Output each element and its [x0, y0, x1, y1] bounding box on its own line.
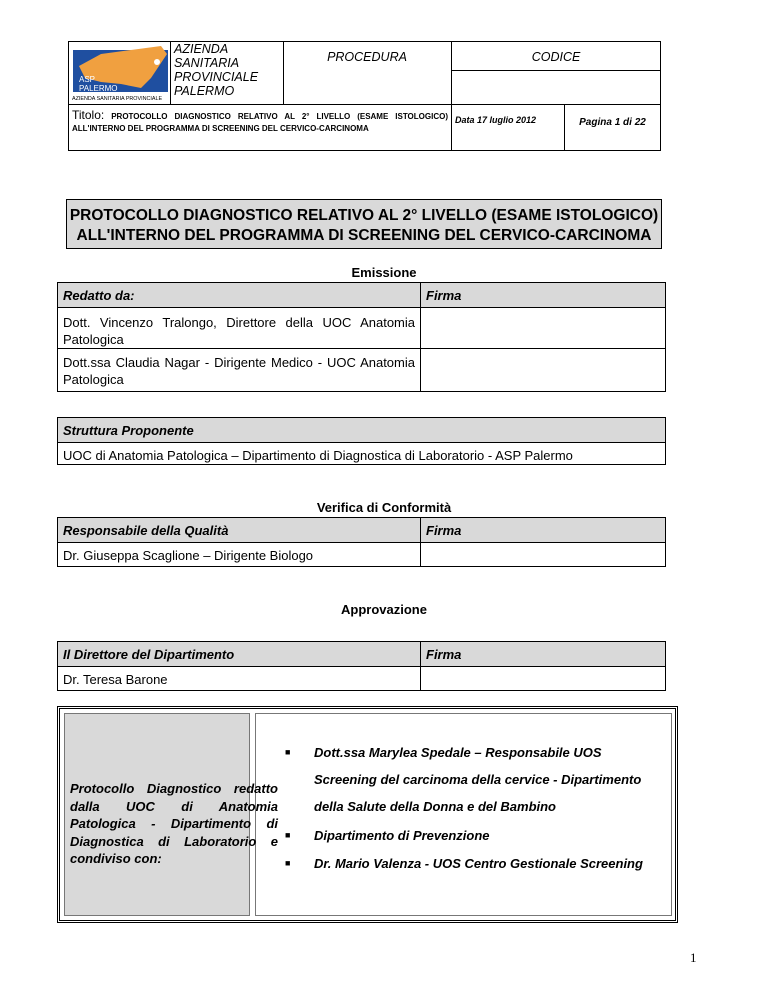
page-number: 1: [690, 950, 697, 965]
list-item: ■ Dipartimento di Prevenzione: [314, 822, 654, 849]
struttura-label: Struttura Proponente: [63, 423, 194, 438]
struttura-table: [57, 417, 666, 465]
emissione-row-1: Dott. Vincenzo Tralongo, Direttore della UOC Anatomia Patologica: [63, 315, 415, 347]
condiviso-left-text: Protocollo Diagnostico redatto dalla UOC di Anatomia Patologica - Dipartimento di Diagnostica di Laboratorio e condiviso con:: [70, 781, 278, 866]
approvazione-heading: Approvazione: [341, 602, 427, 617]
org-name: AZIENDA SANITARIA PROVINCIALE PALERMO: [174, 42, 259, 98]
svg-text:AZIENDA SANITARIA PROVINCIALE: AZIENDA SANITARIA PROVINCIALE: [72, 96, 163, 102]
emissione-col-redatto: Redatto da:: [63, 288, 135, 303]
svg-text:PALERMO: PALERMO: [79, 84, 118, 93]
svg-text:ASP: ASP: [79, 75, 96, 84]
condiviso-table: [57, 706, 678, 923]
main-title-line-1: PROTOCOLLO DIAGNOSTICO RELATIVO AL 2° LIVELLO (ESAME ISTOLOGICO): [69, 207, 659, 224]
verifica-col-firma: Firma: [426, 523, 462, 538]
verifica-heading: Verifica di Conformità: [316, 500, 452, 515]
document-header: [68, 41, 661, 151]
emissione-table: [57, 282, 666, 392]
bullet-icon: ■: [285, 830, 291, 840]
emissione-col-firma: Firma: [426, 288, 462, 303]
struttura-value: UOC di Anatomia Patologica – Dipartimento di Diagnostica di Laboratorio - ASP Palermo: [63, 448, 573, 463]
bullet-icon: ■: [285, 747, 291, 757]
emissione-heading: Emissione: [351, 265, 417, 280]
approvazione-row: Dr. Teresa Barone: [63, 672, 168, 687]
approvazione-table: [57, 641, 666, 691]
list-item: ■ Dott.ssa Marylea Spedale – Responsabile UOS Screening del carcinoma della cervice - Dipartimento della Salute della Donna e del Bambino: [314, 739, 654, 820]
codice-label: CODICE: [531, 50, 581, 64]
asp-logo: [71, 44, 169, 102]
page-indicator: Pagina 1 di 22: [579, 117, 646, 128]
document-titolo: Titolo: PROTOCOLLO DIAGNOSTICO RELATIVO AL 2° LIVELLO (ESAME ISTOLOGICO) ALL'INTERNO DEL PROGRAMMA DI SCREENING DEL CERVICO-CARCINOMA: [72, 108, 448, 133]
verifica-col-responsabile: Responsabile della Qualità: [63, 523, 229, 538]
main-title-line-2: ALL'INTERNO DEL PROGRAMMA DI SCREENING DEL CERVICO-CARCINOMA: [76, 227, 652, 244]
approvazione-col-firma: Firma: [426, 647, 462, 662]
emissione-row-2: Dott.ssa Claudia Nagar - Dirigente Medico - UOC Anatomia Patologica: [63, 355, 415, 387]
bullet-icon: ■: [285, 858, 291, 868]
condiviso-list: [285, 739, 654, 877]
document-date: Data 17 luglio 2012: [455, 115, 537, 125]
procedura-label: PROCEDURA: [327, 50, 407, 64]
list-item: ■ Dr. Mario Valenza - UOS Centro Gestionale Screening: [314, 850, 654, 877]
verifica-row: Dr. Giuseppa Scaglione – Dirigente Biologo: [63, 548, 314, 563]
approvazione-col-direttore: Il Direttore del Dipartimento: [63, 647, 235, 662]
main-title-box: [66, 199, 662, 249]
verifica-table: [57, 517, 666, 567]
